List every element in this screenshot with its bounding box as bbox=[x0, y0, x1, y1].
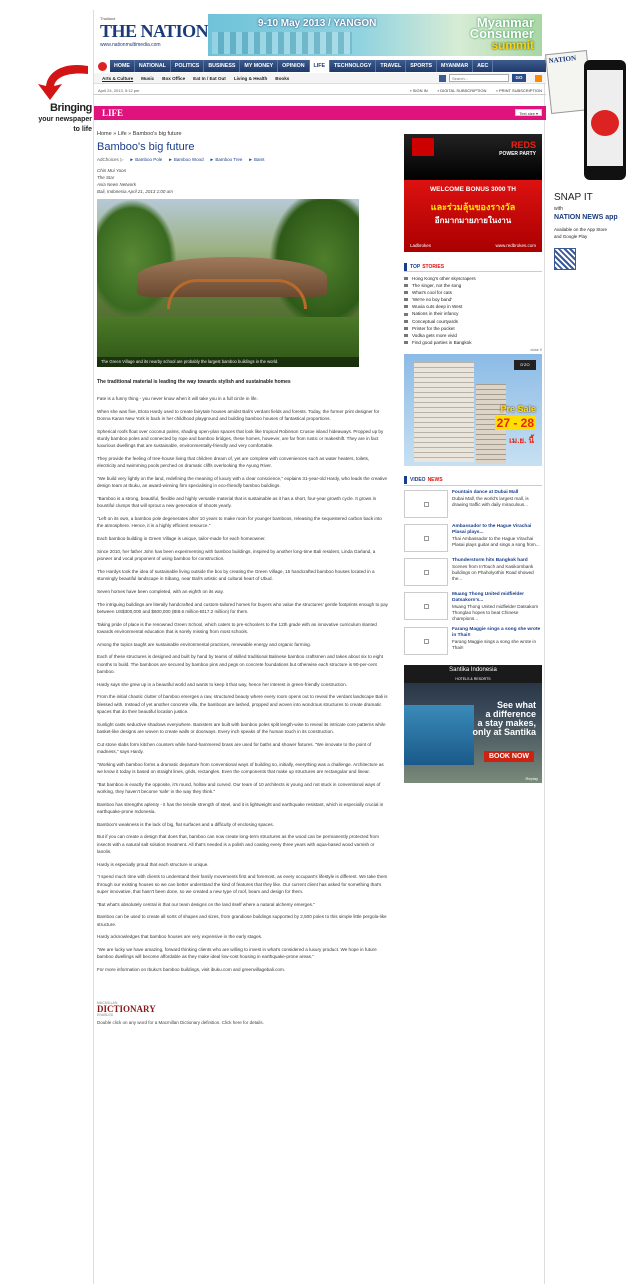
nav-item-national[interactable]: NATIONAL bbox=[135, 60, 171, 72]
broken-image-icon bbox=[424, 570, 429, 575]
story-camera-icon bbox=[404, 327, 408, 330]
top-story-label: Wuxia cuts deep in West bbox=[412, 304, 463, 310]
text-size-control[interactable]: Text size ▾ bbox=[515, 109, 542, 116]
nation-search-icon bbox=[439, 75, 446, 82]
video-title[interactable]: Thunderstorm hits Bangkok hard bbox=[452, 557, 528, 563]
rss-icon[interactable] bbox=[535, 75, 542, 82]
nav-item-politics[interactable]: POLITICS bbox=[171, 60, 204, 72]
newspaper-image: NATION bbox=[545, 50, 593, 114]
subnav-books[interactable]: Books bbox=[275, 75, 290, 81]
ad-link-bamboo-wood[interactable]: ► Bamboo Wood bbox=[168, 157, 204, 162]
top-story-label: Nations in their infancy bbox=[412, 311, 459, 317]
article-paragraph: Each bamboo building in Green Village is unique, tailor-made for each homeowner. bbox=[97, 536, 266, 541]
article-paragraph: Seven homes have been completed, with an eighth on its way. bbox=[97, 588, 224, 594]
article-paragraph: The Hardys took the idea of sustainable living outside the box by creating the Green Village, 15 handcrafted bamboo houses located in a stunningly beautiful landscape in Sibang, near Bali's artistic and cultural heart of Ubud. bbox=[97, 568, 375, 581]
banner-title: Myanmar Consumer bbox=[469, 15, 534, 41]
nav-item-technology[interactable]: TECHNOLOGY bbox=[330, 60, 376, 72]
top-story-label: Vodka gets more vivid bbox=[412, 332, 457, 338]
video-desc: Dubai Mall, the world's largest mall, is drawing traffic with daily miraculous... bbox=[452, 495, 529, 508]
ad-link-bamt[interactable]: ► Bamt bbox=[248, 157, 265, 162]
article-paragraph: For more information on Ibuku's bamboo buildings, visit ibuku.com and greenvillagebali.com. bbox=[97, 967, 286, 973]
article-paragraph: When she was five, Elora Hardy used to create fairytale houses amidst Bali's verdant fields and forests. Today, the former print designer for Donna Karan New York is back in her childhood playground and building bamboo houses of fantastical proportions. bbox=[97, 408, 380, 421]
story-camera-icon bbox=[404, 341, 408, 344]
article-paragraph: They provide the feeling of tree-house living that children dream of, yet are complete with conveniences such as water heaters, toilets, electricity and swimming pools perched on dramatic cliffs overlooking the Ayung River. bbox=[97, 456, 370, 469]
top-story-label: What's cool for cats bbox=[412, 290, 452, 296]
snap-it-title: SNAP IT bbox=[554, 192, 593, 203]
santika-hotel-ad[interactable]: Santika Indonesia HOTELS & RESORTS See what a difference a stay makes, only at Santika BOOK NOW Replay bbox=[404, 665, 542, 783]
site-logo[interactable]: THE NATION bbox=[100, 21, 209, 41]
article-lede: The traditional material is leading the way towards stylish and sustainable homes bbox=[97, 379, 291, 385]
article-paragraph: Bamboo can be used to create all sorts of shapes and sizes, from grandiose buildings supported by 2,500 poles to this simple little pergola-like structure. bbox=[97, 914, 387, 927]
article-paragraph: Cut stone slabs form kitchen counters while hand-hammered brass are used for baths and shower fixtures. "We innovate to the point of madness," says Hardy. bbox=[97, 741, 372, 754]
video-item[interactable] bbox=[404, 490, 542, 520]
video-title[interactable]: Ambassador to the Hague Virachai Plasai plays... bbox=[452, 523, 532, 535]
nav-item-myanmar[interactable]: MYANMAR bbox=[437, 60, 473, 72]
article bbox=[97, 131, 389, 1026]
top-stories-list bbox=[404, 275, 542, 346]
story-camera-icon bbox=[404, 284, 408, 287]
top-story-label: Find good parties in Bangkok bbox=[412, 339, 472, 345]
red-arrow-icon bbox=[36, 60, 91, 102]
digital-subscription-link[interactable]: ▪ DIGITAL SUBSCRIPTION bbox=[437, 87, 487, 93]
article-paragraph: "Working with bamboo forms a dramatic departure from conventional ways of building so, initially, everything was a challenge. Architecture as we know it today is based on straight lines, grids, rectangles. Even the components that make up structures are rectangular and linear. bbox=[97, 761, 384, 774]
nav-item-business[interactable]: BUSINESS bbox=[204, 60, 240, 72]
story-camera-icon bbox=[404, 334, 408, 337]
top-story-item[interactable] bbox=[404, 289, 542, 296]
promo-line-1: Bringing bbox=[49, 102, 92, 114]
article-paragraph: "But what's absolutely central is that our team designs on the land itself where a natural alchemy emerges." bbox=[97, 901, 315, 907]
byline-paper: The Star bbox=[97, 175, 115, 180]
banner-ornament bbox=[212, 32, 352, 54]
sidebar bbox=[404, 134, 542, 783]
top-story-label: Hong Kong's other skyscrapers bbox=[412, 276, 476, 281]
story-camera-icon bbox=[404, 305, 408, 308]
story-camera-icon bbox=[404, 298, 408, 301]
qr-code-icon[interactable] bbox=[554, 248, 576, 270]
reds-power-party-ad[interactable]: REDS POWER PARTY WELCOME BONUS 3000 TH และร่วมลุ้นของรางวัล อีกมากมายภายในงาน Ladbrokes www.redbrokes.com bbox=[404, 134, 542, 252]
article-paragraph: Taking pride of place is the renowned Green School, which caters to pre-schoolers to the 12th grade with an innovative curriculum slanted towards environmental education that is sorely missing from most schools. bbox=[97, 621, 377, 634]
article-paragraph: "We are lucky we have amazing, forward thinking clients who are willing to invest in what's considered a luxury product. We hope in future bamboo dwellings will become affordable as they make ideal low-cost housing in earthquake-prone areas." bbox=[97, 947, 377, 960]
nation-news-app-promo[interactable] bbox=[548, 52, 640, 282]
ad-link-bamboo-tree[interactable]: ► Bamboo Tree bbox=[209, 157, 243, 162]
ad-links bbox=[97, 157, 389, 163]
top-story-item[interactable] bbox=[404, 310, 542, 317]
subnav-eat[interactable]: Eat In / Eat Out bbox=[193, 75, 226, 81]
byline-network: Asia News Network bbox=[97, 182, 137, 187]
article-paragraph: Hardy acknowledges that bamboo houses are very expensive in the early stages. bbox=[97, 934, 263, 940]
broken-image-icon bbox=[424, 536, 429, 541]
article-paragraph: From the initial chaotic clutter of bamboo emerges a raw, structured beauty where every room opens out to reveal the verdant landscape Bali is blessed with. Instead of yet another concrete villa, the bamboos are lashed, propped and woven into wondrous structures to create dramatic spaces that do their beautiful location justice. bbox=[97, 694, 388, 714]
byline bbox=[97, 167, 389, 195]
top-story-item[interactable] bbox=[404, 282, 542, 289]
video-title[interactable]: Farang Maggie sings a song she wrote in Thai!! bbox=[452, 626, 541, 638]
article-paragraph: Among the topics taught are sustainable environmental practices, renewable energy and organic farming. bbox=[97, 641, 311, 647]
close-button[interactable]: close X bbox=[530, 347, 542, 352]
ad-link-bamboo-pole[interactable]: ► Bamboo Pole bbox=[129, 157, 163, 162]
breadcrumb[interactable]: Home » Life » Bamboo's big future bbox=[97, 131, 182, 137]
bringing-to-life-promo[interactable] bbox=[30, 60, 92, 140]
video-thumbnail[interactable] bbox=[404, 627, 448, 655]
top-story-item[interactable] bbox=[404, 318, 542, 325]
top-story-item[interactable] bbox=[404, 296, 542, 303]
story-camera-icon bbox=[404, 320, 408, 323]
banner-summit: summit bbox=[491, 38, 534, 52]
video-news-list bbox=[404, 490, 542, 657]
replay-button[interactable]: Replay bbox=[525, 775, 538, 781]
search-go-button[interactable]: GO bbox=[512, 74, 526, 82]
photo-caption: The Green Village and its nearby school are probably the largest bamboo buildings in the world. bbox=[97, 357, 359, 367]
article-photo[interactable] bbox=[97, 199, 359, 367]
page-container bbox=[93, 10, 545, 1284]
masthead bbox=[94, 10, 546, 58]
search-input[interactable] bbox=[449, 74, 509, 82]
app-store-info: Available on the App Store and Google Play bbox=[554, 227, 607, 239]
article-paragraph: "But bamboo is exactly the opposite, it's round, hollow and curved. Our team of 10 architects is young and not stuck in conventional ways of working, they haven't become 'safe' in the way they think." bbox=[97, 781, 381, 794]
section-bar bbox=[94, 106, 546, 120]
video-desc: Scenes from InTouch and Kasikornbank buildings on Phaholyothin Road showed the... bbox=[452, 563, 534, 582]
video-thumbnail[interactable] bbox=[404, 490, 448, 518]
article-paragraph: Bamboo's weakness is the lack of big, flat surfaces and a difficulty of enclosing spaces. bbox=[97, 821, 274, 827]
summit-banner-ad[interactable] bbox=[208, 14, 542, 56]
article-body bbox=[97, 395, 389, 973]
video-thumbnail[interactable] bbox=[404, 558, 448, 586]
top-story-label: 'We're no boy band' bbox=[412, 297, 453, 303]
video-item[interactable] bbox=[404, 627, 542, 657]
top-story-item[interactable] bbox=[404, 303, 542, 310]
top-story-label: Printer for the pocket bbox=[412, 325, 455, 331]
top-story-item[interactable] bbox=[404, 339, 542, 346]
article-paragraph: "I spend much time with clients to understand their family movements first and foremost, as every occupant's lifestyle is different. We take them through our existing houses so we can better understand the kind of features that they like. Our current client has asked for something that's super innovative, that hasn't been done, so we created a new type of roof, beam and design for them. bbox=[97, 874, 388, 894]
article-paragraph: Hardy says she grew up in a beautiful world and wants to keep it that way, hence her interest in green-friendly construction. bbox=[97, 681, 347, 687]
sub-nav bbox=[94, 73, 546, 84]
top-story-item[interactable] bbox=[404, 332, 542, 339]
section-title: LIFE bbox=[102, 108, 124, 118]
article-paragraph: Bamboo has strengths aplenty - it has the tensile strength of steel, and it is lightweight and earthquake resistant, which is especially crucial in earthquake-prone Indonesia. bbox=[97, 801, 384, 814]
article-paragraph: "Left on its own, a bamboo pole degenerates after 10 years to make room for younger bamboos, releasing the sequestered carbon back into the atmosphere. Hence, it is a highly efficient resource." bbox=[97, 516, 382, 529]
byline-author: Chin Mui Yoon bbox=[97, 168, 127, 173]
ad-logo-icon bbox=[412, 138, 434, 156]
video-item[interactable] bbox=[404, 558, 542, 588]
print-subscription-link[interactable]: ▪ PRINT SUBSCRIPTION bbox=[496, 87, 542, 93]
current-date: April 24, 2013, 5:12 pm bbox=[98, 87, 140, 93]
article-paragraph: Each of these structures is designed and built by hand by teams of skilled traditional Balinese bamboo craftsmen and takes about six to eight months to build. The bamboos are secured by bamboo pins and pegs on concrete foundations but otherwise each structure is 90-per-cent bamboo. bbox=[97, 654, 383, 674]
promo-line-3: to life bbox=[73, 126, 92, 133]
article-paragraph: "Bamboo is a strong, beautiful, flexible and highly versatile material that is sustainable as it has a short, four-year growth cycle. It grows in bountiful clumps that will sprout a new generation of shoots yearly. bbox=[97, 496, 377, 509]
date-bar bbox=[94, 86, 546, 95]
video-news-header: VIDEO NEWS bbox=[404, 476, 542, 486]
subnav-box-office[interactable]: Box Office bbox=[162, 75, 186, 81]
article-paragraph: Hardy is especially proud that each structure is unique. bbox=[97, 861, 209, 867]
nav-item-home[interactable]: HOME bbox=[110, 60, 135, 72]
main-nav bbox=[94, 60, 546, 72]
book-now-button[interactable]: BOOK NOW bbox=[484, 751, 534, 762]
macmillan-dictionary-widget[interactable]: MACMILLAN DICTIONARY ENABLED Double click on any word for a Macmillan Dictionary definition. Click here for details. bbox=[97, 1001, 389, 1026]
article-paragraph: "We build very lightly on the land, redefining the meaning of luxury with a clear conscience," explains 31-year-old Hardy, who leads the creative design team at Ibuku, an award-winning firm specialising in eco-friendly bamboo buildings. bbox=[97, 476, 388, 489]
article-paragraph: Sunlight casts seductive shadows everywhere. Banisters are built with bamboo poles split length-wise to reveal its intricate core patterns while basket-like designs are woven to create walls or doorways. Every inch speaks of the human touch in its construction. bbox=[97, 721, 386, 734]
site-url[interactable]: www.nationmultimedia.com bbox=[100, 42, 161, 48]
video-desc: Farang Maggie sings a song she wrote in Thai!! bbox=[452, 638, 537, 650]
article-paragraph: Spherical roofs float over coconut palms, shading open-plan spaces that look like tropical Robinson Crusoe island hideaways. Propped up by sturdy bamboo poles and connected by rope and bamboo bridges, these homes, however, are far from rustic or makeshift. They are in fact luxurious dwellings that are sustainable, environmentally-friendly and very comfortable. bbox=[97, 428, 384, 449]
nav-item-sports[interactable]: SPORTS bbox=[406, 60, 437, 72]
adchoices-label[interactable]: AdChoices ▷ bbox=[97, 157, 124, 162]
nav-item-opinion[interactable]: OPINION bbox=[278, 60, 309, 72]
article-paragraph: Fate is a funny thing - you never know when it will take you in a full circle in life. bbox=[97, 396, 258, 401]
story-camera-icon bbox=[404, 277, 408, 280]
subnav-music[interactable]: Music bbox=[141, 75, 155, 81]
top-story-label: The singer, not the song bbox=[412, 283, 462, 289]
dictionary-text: Double click on any word for a Macmillan Dictionary definition. Click here for details. bbox=[97, 1020, 264, 1026]
snap-with: with bbox=[554, 206, 563, 212]
article-paragraph: The intriguing buildings are literally handcrafted and custom-tailored homes for buyers who value the structures' gentle footprints enough to pay between US$300,000 and $600,000 (Bt8.6 million-Bt17.2 million) for them. bbox=[97, 601, 388, 614]
video-desc: Muang Thong United midfielder Datsakorn Thonglao hopes to beat Chinese champions... bbox=[452, 603, 539, 622]
story-camera-icon bbox=[404, 313, 408, 316]
video-title[interactable]: Muang Thong United midfielder Datsakorn's... bbox=[452, 591, 524, 603]
sign-in-link[interactable]: ▪ SIGN IN bbox=[410, 87, 428, 93]
condo-presale-ad[interactable]: D'ZO Pre Sale 27 - 28 เม.ย. นี้ bbox=[404, 354, 542, 466]
logo-country: Thailand bbox=[100, 16, 116, 21]
nav-item-travel[interactable]: TRAVEL bbox=[376, 60, 406, 72]
phone-image bbox=[584, 60, 626, 180]
nav-item-aec[interactable]: AEC bbox=[473, 60, 493, 72]
top-story-label: Conceptual courtyards bbox=[412, 318, 458, 324]
top-story-item[interactable] bbox=[404, 325, 542, 332]
video-item[interactable] bbox=[404, 524, 542, 554]
article-headline: Bamboo's big future bbox=[97, 141, 195, 153]
nav-item-my-money[interactable]: MY MONEY bbox=[240, 60, 278, 72]
top-story-item[interactable] bbox=[404, 275, 542, 282]
home-icon[interactable] bbox=[94, 60, 110, 72]
app-name: NATION NEWS app bbox=[554, 214, 618, 221]
dictionary-logo: DICTIONARY bbox=[97, 1004, 156, 1015]
video-desc: Thai Ambassador to the Hague Virachai Plasai plays guitar and sings a song from... bbox=[452, 535, 540, 548]
video-title[interactable]: Fountain dance at Dubai Mall bbox=[452, 489, 519, 495]
story-camera-icon bbox=[404, 291, 408, 294]
promo-line-2: your newspaper bbox=[38, 116, 92, 123]
broken-image-icon bbox=[424, 604, 429, 609]
search-box bbox=[439, 74, 526, 82]
subnav-living-health[interactable]: Living & Health bbox=[233, 75, 268, 81]
article-paragraph: Since 2010, her father John has been experimenting with bamboo buildings, inspired by another long-time Bali resident, Linda Garland, a pioneer and vocal proponent of using bamboo for construction. bbox=[97, 548, 376, 561]
video-item[interactable] bbox=[404, 592, 542, 623]
byline-dateline: Bali, Indonesia April 21, 2013 1:00 am bbox=[97, 189, 173, 194]
broken-image-icon bbox=[424, 639, 429, 644]
subnav-arts-culture[interactable]: Arts & Culture bbox=[102, 75, 134, 81]
banner-date: 9-10 May 2013 / YANGON bbox=[258, 18, 377, 29]
top-stories-header: TOP STORIES bbox=[404, 262, 542, 272]
article-paragraph: But if you can create a design that does that, bamboo can now create long-term structures as the wood can be permanently protected from insects with a natural salt solution treatment. All that's needed is a polish and coating every three years with aqua-based wood varnish or lanolin. bbox=[97, 834, 379, 854]
video-thumbnail[interactable] bbox=[404, 524, 448, 552]
nav-item-life[interactable]: LIFE bbox=[310, 60, 330, 72]
video-thumbnail[interactable] bbox=[404, 592, 448, 620]
broken-image-icon bbox=[424, 502, 429, 507]
